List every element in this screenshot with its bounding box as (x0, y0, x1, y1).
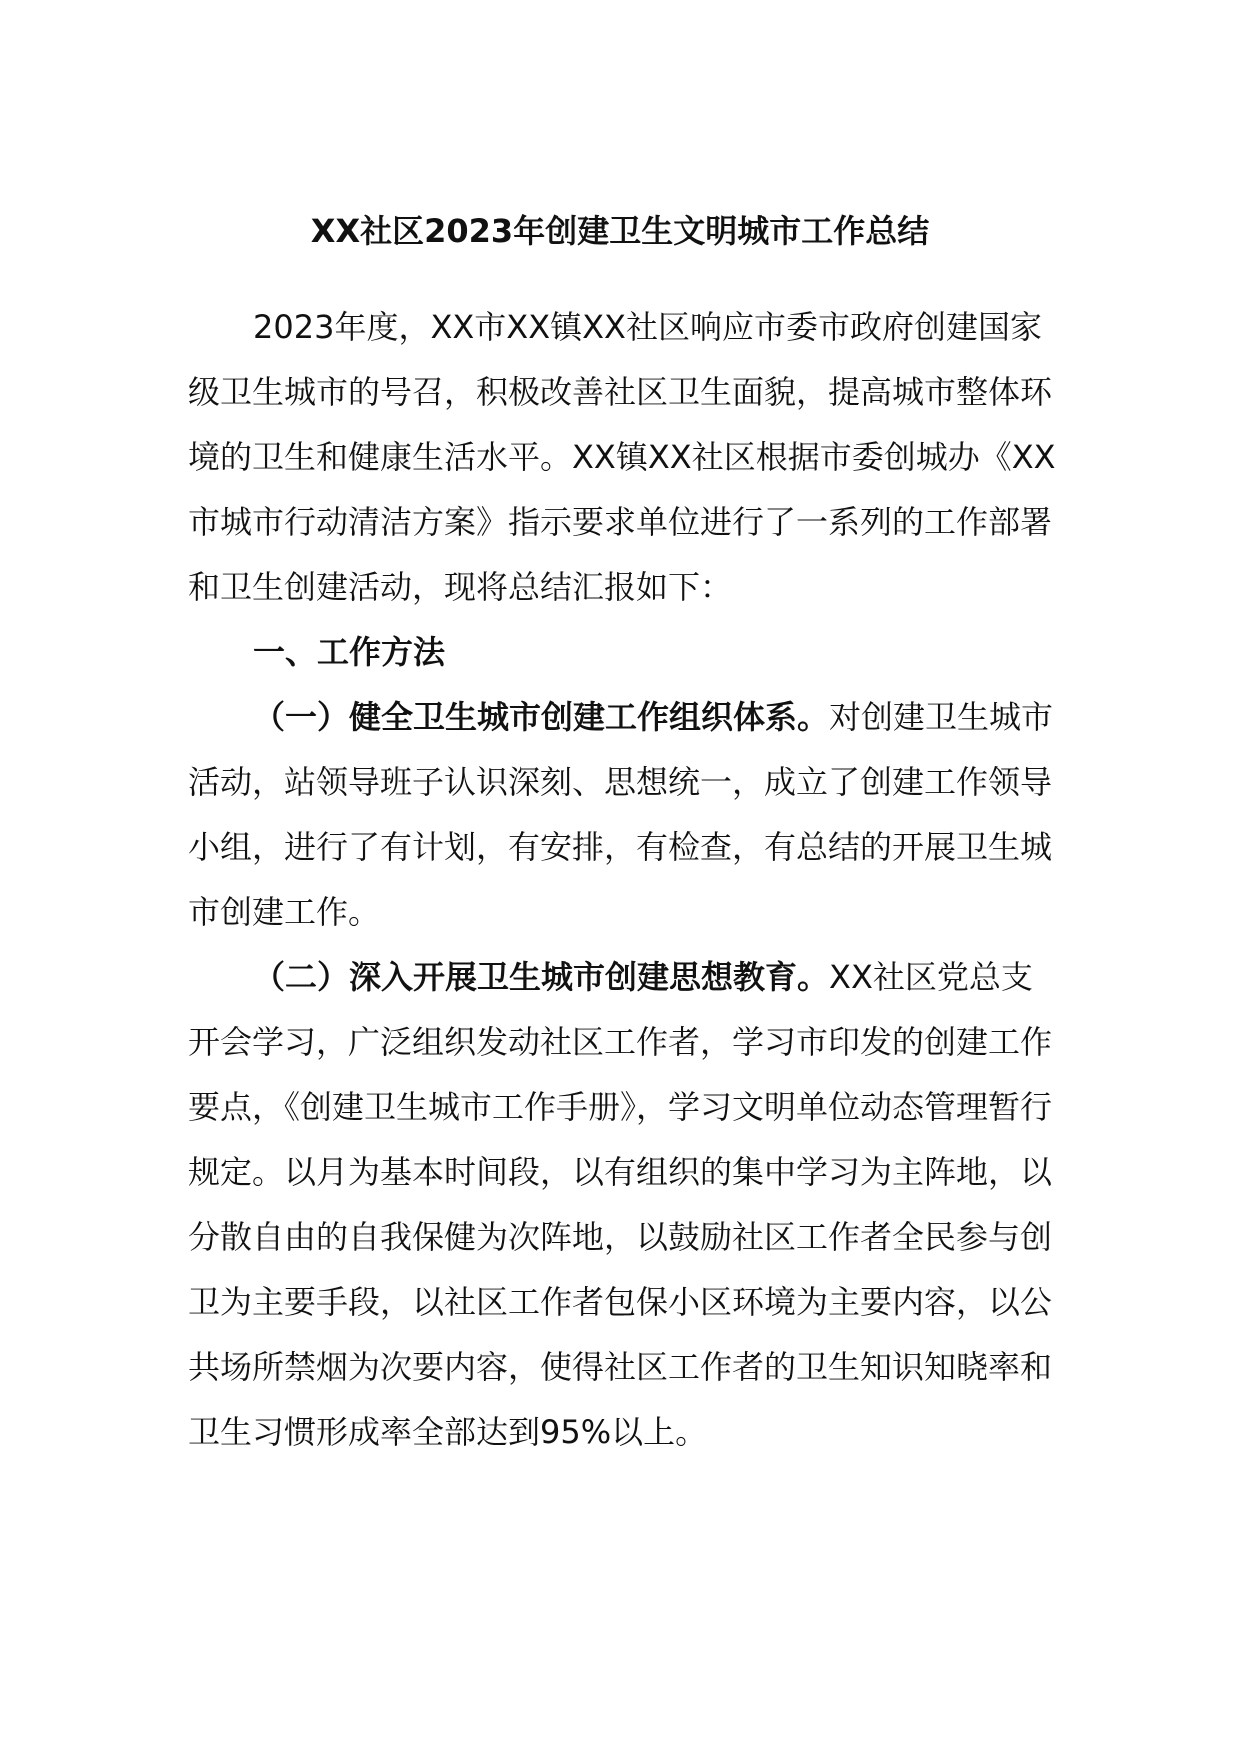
section-item-2-body: XX社区党总支开会学习，广泛组织发动社区工作者，学习市印发的创建工作要点，《创建卫生城市工作手册》，学习文明单位动态管理暂行规定。以月为基本时间段，以有组织的集中学习为主阵地，以分散自由的自我保健为次阵地，以鼓励社区工作者全民参与创卫为主要手段，以社区工作者包保小区环境为主要内容，以公共场所禁烟为次要内容，使得社区工作者的卫生知识知晓率和卫生习惯形成率全部达到95%以上。 (188, 958, 1053, 1451)
section-item-1 (188, 685, 1058, 945)
intro-paragraph: 2023年度，XX市XX镇XX社区响应市委市政府创建国家级卫生城市的号召，积极改善社区卫生面貌，提高城市整体环境的卫生和健康生活水平。XX镇XX社区根据市委创城办《XX市城市行动清洁方案》指示要求单位进行了一系列的工作部署和卫生创建活动，现将总结汇报如下： (188, 308, 1056, 606)
section-item-1-body: 对创建卫生城市活动，站领导班子认识深刻、思想统一，成立了创建工作领导小组，进行了有计划，有安排，有检查，有总结的开展卫生城市创建工作。 (188, 698, 1054, 931)
section-item-1-lead: （一）健全卫生城市创建工作组织体系。 (253, 698, 830, 736)
section-heading: 一、工作方法 (253, 633, 446, 671)
document-body (188, 295, 1058, 1465)
section-item-2 (188, 945, 1058, 1465)
document-title: XX社区2023年创建卫生文明城市工作总结 (310, 212, 930, 250)
section-item-2-lead: （二）深入开展卫生城市创建思想教育。 (253, 958, 830, 996)
